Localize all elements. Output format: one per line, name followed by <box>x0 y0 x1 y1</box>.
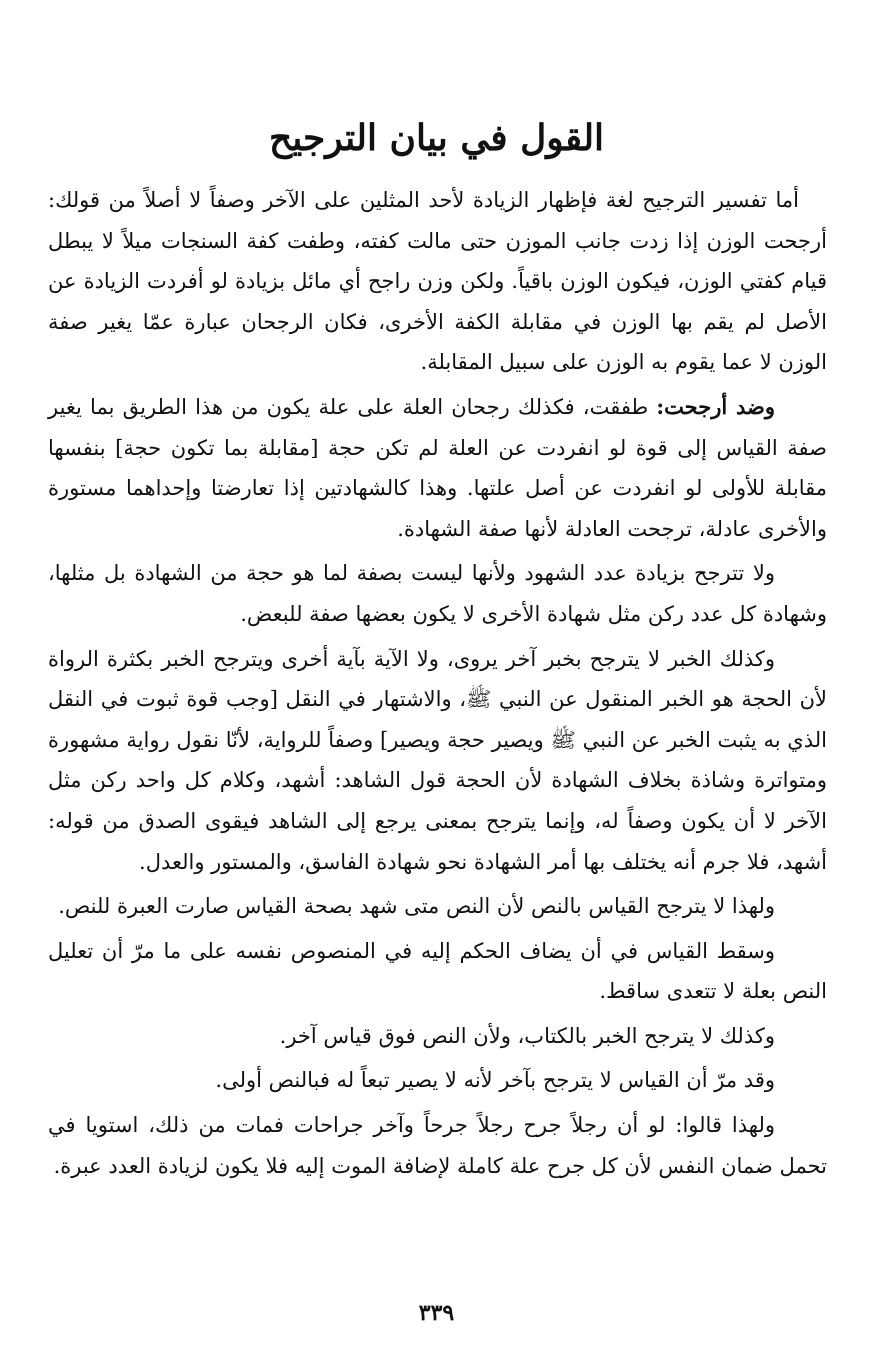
paragraph-2-lead: وضد أرجحت: <box>656 393 775 419</box>
paragraph-2 <box>48 387 827 549</box>
paragraph-5 <box>48 886 827 927</box>
paragraph-1-text: أما تفسير الترجيح لغة فإظهار الزيادة لأحد المثلين على الآخر وصفاً لا أصلاً من قولك: أرجحت الوزن إذا زدت جانب الموزن حتى مالت كفته، وطفت كفة السنجات ميلاً لا يبطل قيام كفتي الوزن، فيكون الوزن باقياً. ولكن وزن راجح أي مائل بزيادة لو أفردت الزيادة عن الأصل لم يقم بها الوزن في مقابلة الكفة الأخرى، فكان الرجحان عبارة عمّا يغير صفة الوزن لا عما يقوم به الوزن على سبيل المقابلة. <box>48 188 827 375</box>
paragraph-6-text: وسقط القياس في أن يضاف الحكم إليه في المنصوص نفسه على ما مرّ أن تعليل النص بعلة لا تتعدى ساقط. <box>48 938 827 1004</box>
paragraph-7 <box>48 1016 827 1057</box>
paragraph-7-text: وكذلك لا يترجح الخبر بالكتاب، ولأن النص فوق قياس آخر. <box>279 1023 775 1048</box>
paragraph-9 <box>48 1105 827 1186</box>
paragraph-6 <box>48 931 827 1012</box>
body-text <box>48 180 827 1190</box>
paragraph-8 <box>48 1060 827 1101</box>
paragraph-2-text: طفقت، فكذلك رجحان العلة على علة يكون من هذا الطريق بما يغير صفة القياس إلى قوة لو انفردت عن العلة لم تكن حجة [مقابلة بما تكون حجة] بنفسها مقابلة للأولى لو انفردت عن أصل علتها. وهذا كالشهادتين إذا تعارضتا وإحداهما مستورة والأخرى عادلة، ترجحت العادلة لأنها صفة الشهادة. <box>48 394 827 541</box>
paragraph-3 <box>48 553 827 634</box>
page-number: ٣٣٩ <box>418 1300 455 1326</box>
paragraph-9-text: ولهذا قالوا: لو أن رجلاً جرح رجلاً جرحاً وآخر جراحات فمات من ذلك، استويا في تحمل ضمان النفس لأن كل جرح علة كاملة لإضافة الموت إليه فلا يكون لزيادة العدد عبرة. <box>48 1113 827 1178</box>
page-title: القول في بيان الترجيح <box>268 117 605 159</box>
paragraph-8-text: وقد مرّ أن القياس لا يترجح بآخر لأنه لا يصير تبعاً له فبالنص أولى. <box>215 1068 775 1093</box>
paragraph-4-text: وكذلك الخبر لا يترجح بخبر آخر يروى، ولا الآية بآية أخرى ويترجح الخبر بكثرة الرواة لأن الحجة هو الخبر المنقول عن النبي ﷺ، والاشتهار في النقل [وجب قوة ثبوت في النقل الذي به يثبت الخبر عن النبي ﷺ ويصير حجة ويصير] وصفاً للرواية، لأنّا نقول رواية مشهورة ومتواترة وشاذة بخلاف الشهادة لأن الحجة قول الشاهد: أشهد، وكلام كل واحد ركن مثل الآخر لا أن يكون وصفاً له، وإنما يترجح بمعنى يرجع إلى الشاهد فيقوى الصدق من قوله: أشهد، فلا جرم أنه يختلف بها أمر الشهادة نحو شهادة الفاسق، والمستور والعدل. <box>48 646 827 874</box>
paragraph-1 <box>48 180 827 383</box>
paragraph-3-text: ولا تترجح بزيادة عدد الشهود ولأنها ليست بصفة لما هو حجة من الشهادة بل مثلها، وشهادة كل عدد ركن مثل شهادة الأخرى لا يكون بعضها صفة للبعض. <box>48 561 827 626</box>
paragraph-5-text: ولهذا لا يترجح القياس بالنص لأن النص متى شهد بصحة القياس صارت العبرة للنص. <box>58 894 775 919</box>
paragraph-4 <box>48 639 827 883</box>
